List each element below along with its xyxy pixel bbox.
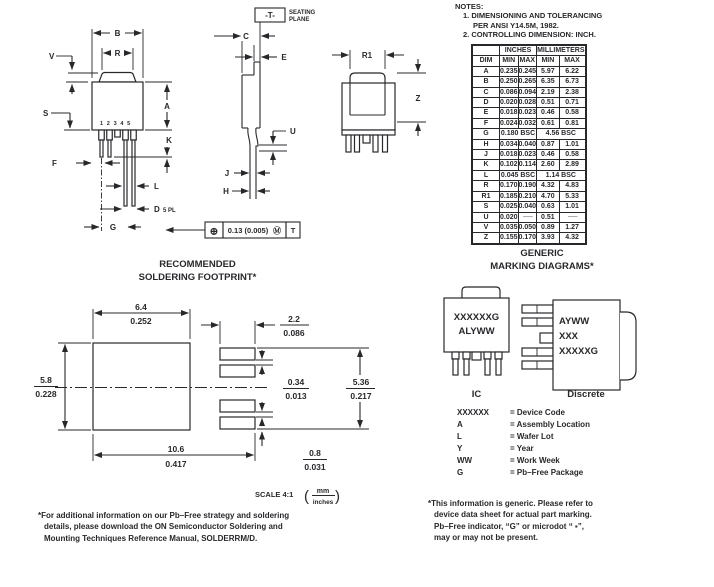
generic-marking-footnote: [428, 498, 678, 543]
legend-desc: = Assembly Location: [510, 420, 590, 429]
dim-label-d-qty: 5 PL: [163, 208, 176, 214]
dim-label-l: L: [154, 182, 159, 191]
table-row: E 0.018 0.023 0.46 0.58: [472, 108, 586, 118]
dim-pad-width-in: 0.086: [283, 328, 305, 338]
marking-legend: [457, 407, 590, 479]
dim-gap-mm: 0.34: [287, 377, 305, 387]
footnote-left-line-1: *For additional information on our Pb–Free strategy and soldering: [38, 511, 290, 520]
legend-code: Y: [457, 444, 463, 453]
table-row: K 0.102 0.114 2.60 2.89: [472, 160, 586, 170]
dim-pad-height-in: 0.031: [304, 462, 326, 472]
legend-code: L: [457, 432, 462, 441]
pb-free-footnote: [38, 510, 368, 544]
footnote-left-line-3: Mounting Techniques Reference Manual, SOLDERRM/D.: [44, 533, 258, 543]
seating-plane-label-1: SEATING: [289, 10, 316, 16]
mmc-modifier-icon: Ⓜ: [273, 226, 281, 236]
footnote-right-line-2: device data sheet for actual part marking.: [434, 510, 592, 520]
table-row: J 0.018 0.023 0.46 0.58: [472, 150, 586, 160]
footprint-title-line-1: RECOMMENDED: [159, 259, 236, 270]
dim-label-v: V: [49, 52, 55, 61]
discrete-package-label: Discrete: [567, 389, 605, 400]
table-row: B 0.250 0.265 6.35 6.73: [472, 77, 586, 87]
dim-label-b: B: [114, 29, 121, 38]
package-outline-drawing: [30, 3, 450, 253]
soldering-footprint-title: [95, 259, 300, 284]
table-group-header-row: INCHES MILLIMETERS: [472, 45, 586, 56]
legend-row: [457, 467, 590, 479]
legend-row: [457, 419, 590, 431]
table-row: L 0.045 BSC 1.14 BSC: [472, 170, 586, 180]
scale-label: SCALE 4:1: [255, 490, 294, 499]
pin-numbers-label: 1 2 3 4 5: [100, 121, 132, 127]
table-column-header-row: DIM MIN MAX MIN MAX: [472, 56, 586, 66]
dim-label-z: Z: [415, 94, 421, 103]
ic-marking-line-2: ALYWW: [458, 326, 495, 337]
side-view-dimensions: [214, 32, 296, 196]
ic-package-label: IC: [471, 389, 482, 400]
dim-width-in: 0.252: [130, 316, 152, 326]
dim-total-width-in: 0.417: [165, 459, 187, 469]
table-row: V 0.035 0.050 0.89 1.27: [472, 222, 586, 232]
legend-desc: = Work Week: [510, 456, 560, 465]
table-row: R1 0.185 0.210 4.70 5.33: [472, 191, 586, 201]
footprint-scale-note: [255, 488, 340, 506]
table-row: R 0.170 0.190 4.32 4.83: [472, 181, 586, 191]
marking-diagrams-drawing: [425, 283, 640, 405]
dim-span-mm: 5.36: [352, 377, 370, 387]
footnote-left-line-2: details, please download the ON Semiconductor Soldering and: [44, 522, 283, 532]
legend-code: G: [457, 468, 464, 477]
note-2: 2. CONTROLLING DIMENSION: INCH.: [463, 29, 596, 39]
footnote-right-line-4: may or may not be present.: [434, 532, 539, 542]
dim-label-r1: R1: [361, 51, 373, 60]
dim-label-c: C: [243, 32, 249, 41]
legend-code: XXXXXX: [457, 408, 490, 417]
marking-title-line-2: MARKING DIAGRAMS*: [490, 260, 594, 272]
dim-height-in: 0.228: [35, 389, 57, 399]
unit-numerator: mm: [316, 488, 330, 495]
dim-label-r: R: [114, 49, 121, 58]
table-row: U 0.020 −−− 0.51 −−−: [472, 212, 586, 222]
notes-heading: NOTES:: [455, 2, 484, 11]
fcf-tolerance-value: 0.13 (0.005): [227, 226, 269, 235]
footnote-right-line-3: Pb–Free indicator, “G” or microdot “ ▪”,: [434, 521, 584, 531]
dim-label-u: U: [290, 127, 296, 136]
footprint-title-line-2: SOLDERING FOOTPRINT*: [138, 271, 257, 283]
dim-label-f: F: [52, 159, 57, 168]
soldering-footprint-drawing: [25, 295, 370, 515]
front-view-package-body: [92, 73, 143, 131]
legend-row: [457, 443, 590, 455]
table-row: D 0.020 0.028 0.51 0.71: [472, 98, 586, 108]
dim-label-a: A: [164, 102, 170, 111]
datum-t-label: -T-: [265, 11, 275, 20]
dim-label-g: G: [109, 223, 117, 232]
back-view-package-body: [342, 73, 395, 152]
dim-label-h: H: [223, 187, 229, 196]
table-row: A 0.235 0.245 5.97 6.22: [472, 66, 586, 76]
marking-diagrams-title: [432, 248, 652, 273]
dim-gap-in: 0.013: [285, 391, 307, 401]
seating-plane-label-2: PLANE: [289, 17, 310, 23]
legend-row: [457, 407, 590, 419]
ic-marking-line-1: XXXXXXG: [453, 312, 500, 323]
discrete-package-marking: [522, 300, 636, 400]
legend-desc: = Wafer Lot: [510, 432, 554, 441]
dim-total-width-mm: 10.6: [167, 444, 185, 454]
table-row: G 0.180 BSC 4.56 BSC: [472, 129, 586, 139]
dim-label-s: S: [43, 109, 49, 118]
note-1-line-2: PER ANSI Y14.5M, 1982.: [473, 20, 559, 30]
dim-width-mm: 6.4: [135, 302, 147, 312]
paren-open: (: [304, 488, 309, 505]
dim-label-j: J: [224, 169, 230, 178]
marking-title-line-1: GENERIC: [520, 248, 564, 259]
side-view-datum: [255, 8, 316, 23]
legend-row: [457, 431, 590, 443]
position-tolerance-icon: ⊕: [209, 226, 219, 238]
front-view-leads: [99, 130, 137, 231]
dim-pad-height-mm: 0.8: [309, 448, 321, 458]
table-row: F 0.024 0.032 0.61 0.81: [472, 118, 586, 128]
legend-desc: = Year: [510, 444, 534, 453]
dim-height-mm: 5.8: [40, 375, 52, 385]
footprint-dimensions: [34, 302, 375, 472]
legend-code: A: [457, 420, 463, 429]
dimension-table: [471, 44, 587, 245]
feature-control-frame: [166, 222, 300, 238]
note-1-line-1: 1. DIMENSIONING AND TOLERANCING: [463, 11, 603, 21]
table-row: H 0.034 0.040 0.87 1.01: [472, 139, 586, 149]
legend-code: WW: [457, 456, 473, 465]
discrete-marking-line-1: AYWW: [559, 316, 590, 327]
dim-label-e: E: [281, 53, 287, 62]
discrete-marking-line-2: XXX: [559, 331, 579, 342]
discrete-marking-line-3: XXXXXG: [559, 346, 599, 357]
notes-block: [455, 2, 685, 39]
dim-label-d: D: [154, 205, 160, 214]
legend-desc: = Device Code: [510, 408, 565, 417]
dim-pad-width-mm: 2.2: [288, 314, 300, 324]
footprint-pads: [55, 343, 268, 430]
footnote-right-line-1: *This information is generic. Please refer to: [428, 499, 593, 508]
table-row: C 0.086 0.094 2.19 2.38: [472, 87, 586, 97]
paren-close: ): [335, 488, 340, 505]
ic-package-marking: [444, 287, 509, 400]
table-row: Z 0.155 0.170 3.93 4.32: [472, 233, 586, 244]
fcf-datum-ref: T: [290, 226, 296, 235]
table-row: S 0.025 0.040 0.63 1.01: [472, 202, 586, 212]
dim-span-in: 0.217: [350, 391, 372, 401]
unit-denominator: inches: [312, 499, 334, 506]
legend-desc: = Pb–Free Package: [510, 468, 584, 477]
legend-row: [457, 455, 590, 467]
dim-label-k: K: [166, 136, 172, 145]
